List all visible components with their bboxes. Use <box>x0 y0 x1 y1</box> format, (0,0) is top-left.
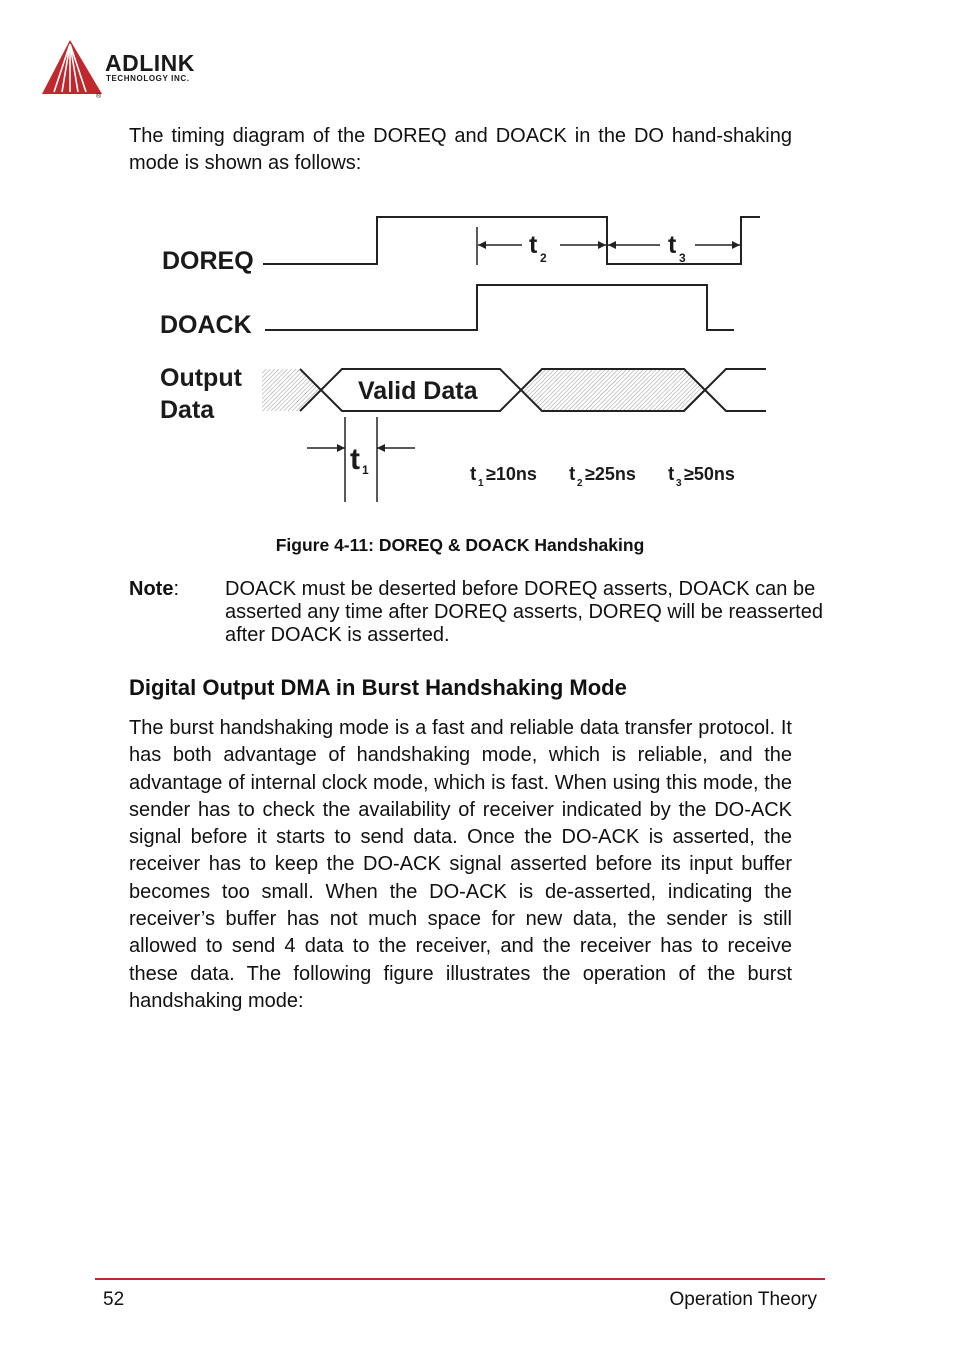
constraint-t: t <box>668 464 675 485</box>
constraint-value: ≥25ns <box>585 464 636 484</box>
intro-paragraph: The timing diagram of the DOREQ and DOACK in the DO hand-shaking mode is shown as follows: <box>129 125 792 174</box>
t2-label: t <box>529 231 538 259</box>
constraint-t1 <box>470 464 537 489</box>
logo-triangle-icon <box>40 38 104 100</box>
note-colon: : <box>173 578 180 600</box>
logo-subtitle: TECHNOLOGY INC. <box>106 74 190 83</box>
constraint-t3 <box>668 464 735 489</box>
valid-data-label: Valid Data <box>358 377 478 405</box>
invalid-data-region-1 <box>262 369 321 411</box>
constraint-t2 <box>569 464 636 489</box>
doreq-label: DOREQ <box>162 247 254 275</box>
adlink-logo <box>40 38 240 100</box>
constraint-value: ≥10ns <box>486 464 537 484</box>
invalid-data-region-2 <box>521 369 705 411</box>
constraint-sub: 3 <box>676 478 682 489</box>
doack-waveform <box>265 285 734 330</box>
t1-label: t <box>350 443 360 476</box>
t3-label: t <box>668 231 677 259</box>
output-label-line2: Data <box>160 396 215 424</box>
output-data-tail <box>705 369 766 390</box>
constraint-t: t <box>569 464 576 485</box>
logo-name: ADLINK <box>105 50 195 76</box>
constraint-sub: 2 <box>577 478 583 489</box>
section-body: The burst handshaking mode is a fast and reliable data transfer protocol. It has both advantage of handshaking mode, which is reliable, and the advantage of internal clock mode, which is fast. When using this mode, the sender has to check the availability of receiver indicated by the DO-ACK signal before it starts to send data. Once the DO-ACK is asserted, the receiver has to keep the DO-ACK signal asserted before its input buffer becomes too small. When the DO-ACK is de-asserted, indicating the receiver’s buffer has not much space for new data, the sender is still allowed to send 4 data to the receiver, and the receiver has to receive these data. The following figure illustrates the operation of the burst handshaking mode: <box>129 717 792 1012</box>
doack-label: DOACK <box>160 311 252 339</box>
note-text: DOACK must be deserted before DOREQ asserts, DOACK can be asserted any time after DOREQ asserts, DOREQ will be reasserted after DOACK is asserted. <box>225 578 823 646</box>
constraint-t: t <box>470 464 477 485</box>
timing-diagram <box>150 205 780 510</box>
t1-sub: 1 <box>362 463 369 477</box>
registered-mark: ® <box>96 93 102 100</box>
footer-rule <box>95 1278 825 1280</box>
figure-caption: Figure 4-11: DOREQ & DOACK Handshaking <box>275 535 645 555</box>
t3-sub: 3 <box>679 251 686 265</box>
note-label: Note <box>129 578 174 600</box>
chapter-title: Operation Theory <box>669 1289 817 1310</box>
constraint-sub: 1 <box>478 478 484 489</box>
note-label-wrap <box>129 578 179 601</box>
section-title: Digital Output DMA in Burst Handshaking Mode <box>129 675 627 700</box>
t2-sub: 2 <box>540 251 547 265</box>
constraint-value: ≥50ns <box>684 464 735 484</box>
output-label-line1: Output <box>160 364 242 392</box>
page-number: 52 <box>103 1289 125 1310</box>
